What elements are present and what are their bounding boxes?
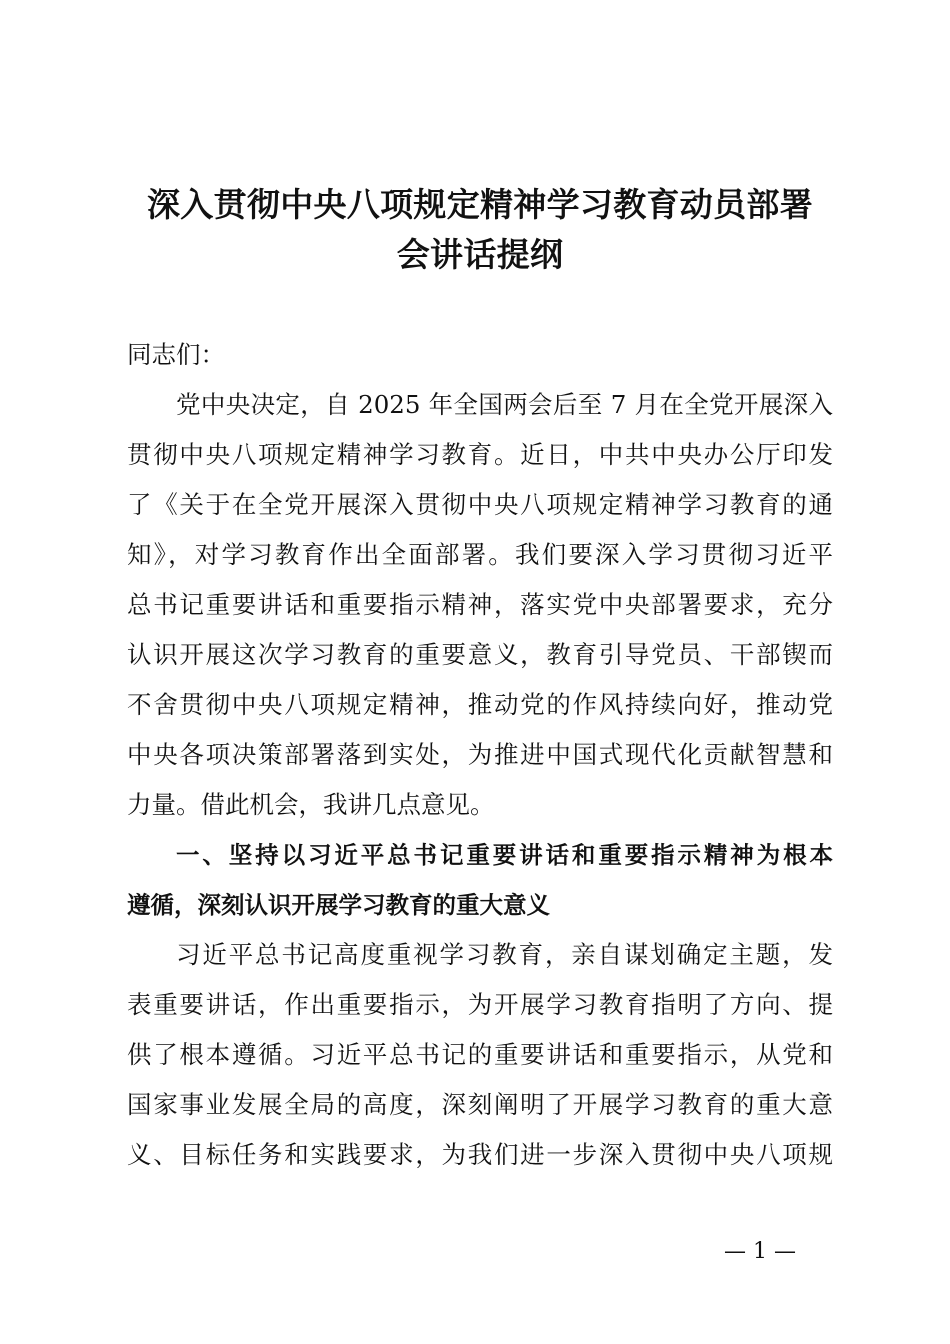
document-body (127, 330, 833, 1180)
paragraph-2 (127, 930, 833, 1180)
paragraph-1-line: 知》，对学习教育作出全面部署。我们要深入学习贯彻习近平 (127, 540, 833, 569)
page-number: — 1 — (724, 1239, 796, 1264)
title-line-2: 会讲话提纲 (396, 235, 564, 274)
document-title (110, 180, 850, 280)
paragraph-1-line: 中央各项决策部署落到实处，为推进中国式现代化贡献智慧和 (127, 740, 833, 769)
paragraph-1-line: 党中央决定，自 2025 年全国两会后至 7 月在全党开展深入 (176, 390, 833, 419)
paragraph-2-line: 供了根本遵循。习近平总书记的重要讲话和重要指示，从党和 (127, 1040, 833, 1069)
paragraph-1-line: 认识开展这次学习教育的重要意义，教育引导党员、干部锲而 (127, 640, 833, 669)
paragraph-2-line: 表重要讲话，作出重要指示，为开展学习教育指明了方向、提 (127, 990, 833, 1019)
section-heading-1 (127, 830, 833, 930)
paragraph-1-line: 了《关于在全党开展深入贯彻中央八项规定精神学习教育的通 (127, 490, 833, 519)
paragraph-1-line: 不舍贯彻中央八项规定精神，推动党的作风持续向好，推动党 (127, 690, 833, 719)
paragraph-2-line: 习近平总书记高度重视学习教育，亲自谋划确定主题，发 (176, 940, 833, 969)
paragraph-1-line: 贯彻中央八项规定精神学习教育。近日，中共中央办公厅印发 (127, 440, 833, 469)
section-heading-line: 一、坚持以习近平总书记重要讲话和重要指示精神为根本 (176, 841, 833, 869)
paragraph-1-line: 总书记重要讲话和重要指示精神，落实党中央部署要求，充分 (127, 590, 833, 619)
salutation: 同志们： (127, 340, 225, 369)
section-heading-line: 遵循，深刻认识开展学习教育的重大意义 (127, 891, 550, 919)
paragraph-1-line: 力量。借此机会，我讲几点意见。 (127, 790, 495, 819)
paragraph-2-line: 国家事业发展全局的高度，深刻阐明了开展学习教育的重大意 (127, 1090, 833, 1119)
paragraph-2-line: 义、目标任务和实践要求，为我们进一步深入贯彻中央八项规 (127, 1140, 833, 1169)
title-line-1: 深入贯彻中央八项规定精神学习教育动员部署 (147, 185, 813, 224)
paragraph-1 (127, 380, 833, 830)
